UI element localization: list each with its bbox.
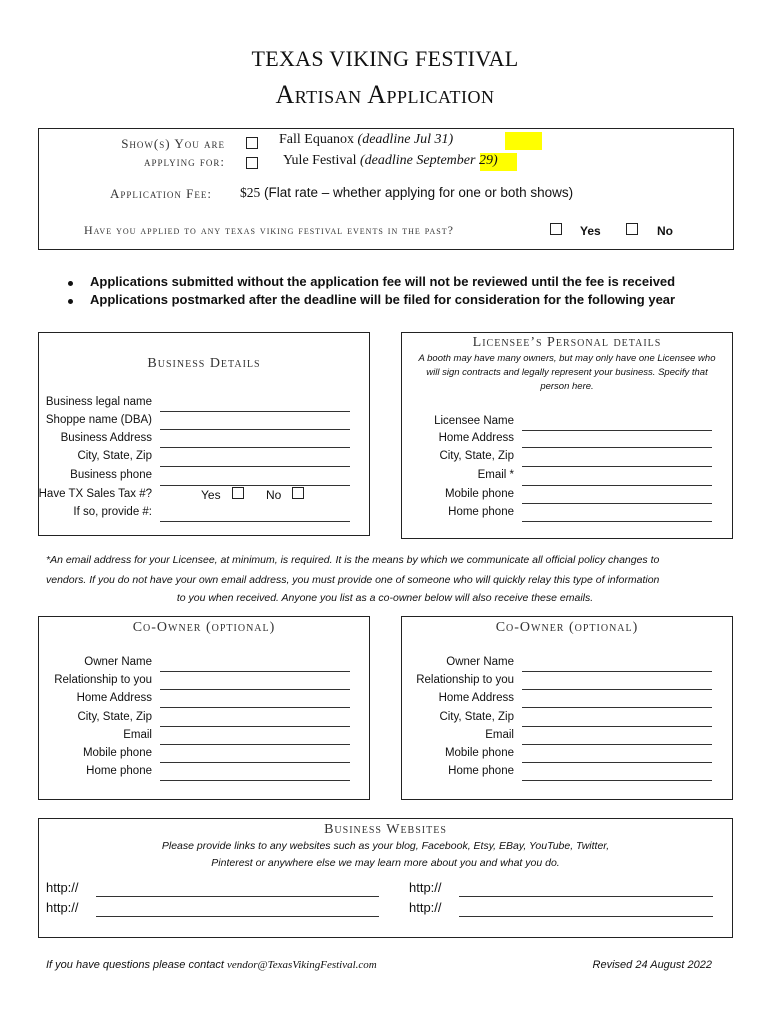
- page-subtitle: Artisan Application: [275, 80, 495, 109]
- business-city-field[interactable]: [160, 466, 350, 467]
- coowner-right-name-label: Owner Name: [446, 656, 514, 668]
- coowner-left-title: Co-Owner (optional): [132, 620, 276, 635]
- fee-label: Application Fee:: [110, 186, 212, 201]
- coowner-right-home-phone-field[interactable]: [522, 780, 712, 781]
- past-question: Have you applied to any texas viking festival events in the past?: [84, 223, 454, 237]
- tax-number-label: If so, provide #:: [73, 506, 152, 518]
- website-1-field[interactable]: [96, 896, 379, 897]
- licensee-city-field[interactable]: [522, 466, 712, 467]
- coowner-left-name-field[interactable]: [160, 671, 350, 672]
- licensee-address-field[interactable]: [522, 447, 712, 448]
- notice-1: Applications submitted without the application fee will not be reviewed until the fee is received: [90, 274, 676, 289]
- business-address-label: Business Address: [60, 432, 152, 444]
- sales-tax-no-label: No: [266, 488, 282, 502]
- coowner-left-email-field[interactable]: [160, 744, 350, 745]
- coowner-right-home-phone-label: Home phone: [448, 765, 514, 777]
- coowner-right-address-label: Home Address: [438, 692, 514, 704]
- shoppe-name-field[interactable]: [160, 429, 350, 430]
- bullet-icon: [68, 299, 73, 304]
- email-note-line-2: vendors. If you do not have your own email address, you must provide one of someone who will quickly relay this type of information: [46, 574, 660, 586]
- licensee-address-label: Home Address: [438, 432, 514, 444]
- business-phone-label: Business phone: [70, 469, 152, 481]
- page-title: TEXAS VIKING FESTIVAL: [251, 46, 519, 71]
- websites-title: Business Websites: [324, 822, 447, 837]
- footer-contact-prefix: If you have questions please contact: [46, 959, 224, 971]
- sales-tax-yes-checkbox[interactable]: [232, 487, 244, 499]
- sales-tax-no-checkbox[interactable]: [292, 487, 304, 499]
- coowner-left-city-field[interactable]: [160, 726, 350, 727]
- coowner-left-relationship-label: Relationship to you: [54, 674, 152, 686]
- licensee-title: Licensee’s Personal details: [472, 335, 662, 350]
- shows-label-2: applying for:: [144, 154, 225, 169]
- coowner-right-mobile-label: Mobile phone: [444, 747, 514, 759]
- websites-note-1: Please provide links to any websites such as your blog, Facebook, Etsy, EBay, YouTube, Twitter,: [161, 840, 610, 852]
- licensee-email-field[interactable]: [522, 485, 712, 486]
- website-4-field[interactable]: [459, 916, 713, 917]
- coowner-right-address-field[interactable]: [522, 707, 712, 708]
- website-3-prefix: http://: [409, 880, 442, 895]
- past-yes-label: Yes: [580, 224, 601, 238]
- business-address-field[interactable]: [160, 447, 350, 448]
- coowner-left-email-label: Email: [123, 729, 152, 741]
- licensee-note: A booth may have many owners, but may only have one Licensee who will sign contracts and legally represent your business. Specify that person here.: [418, 353, 716, 392]
- business-legal-name-field[interactable]: [160, 411, 350, 412]
- licensee-home-phone-label: Home phone: [448, 506, 514, 518]
- coowner-right-relationship-label: Relationship to you: [416, 674, 514, 686]
- website-2-field[interactable]: [96, 916, 379, 917]
- tax-number-field[interactable]: [160, 521, 350, 522]
- website-4-prefix: http://: [409, 900, 442, 915]
- bullet-icon: [68, 281, 73, 286]
- email-note-line-1: *An email address for your Licensee, at minimum, is required. It is the means by which we communicate all official policy changes to: [46, 554, 660, 566]
- business-city-label: City, State, Zip: [77, 450, 152, 462]
- websites-note-2: Pinterest or anywhere else we may learn more about you and what you do.: [211, 857, 560, 869]
- coowner-left-mobile-field[interactable]: [160, 762, 350, 763]
- website-1-prefix: http://: [46, 880, 79, 895]
- fee-value: $25: [240, 185, 261, 200]
- deadline-highlight: [505, 132, 542, 150]
- licensee-mobile-label: Mobile phone: [444, 488, 514, 500]
- fee-note: (Flat rate – whether applying for one or both shows): [264, 185, 574, 200]
- coowner-left-home-phone-field[interactable]: [160, 780, 350, 781]
- fall-show-name: Fall Equanox: [279, 132, 355, 147]
- coowner-left-city-label: City, State, Zip: [77, 711, 152, 723]
- coowner-left-name-label: Owner Name: [84, 656, 152, 668]
- shoppe-name-label: Shoppe name (DBA): [45, 414, 152, 426]
- footer-contact: [46, 959, 377, 971]
- footer-revised: Revised 24 August 2022: [592, 959, 712, 971]
- yule-show: [283, 153, 498, 169]
- fee-text: [240, 185, 573, 201]
- website-3-field[interactable]: [459, 896, 713, 897]
- business-phone-field[interactable]: [160, 485, 350, 486]
- sales-tax-label: Have TX Sales Tax #?: [38, 488, 152, 500]
- yule-show-deadline: (deadline September 29): [360, 153, 498, 168]
- email-note-line-3: to you when received. Anyone you list as a co-owner below will also receive these emails.: [176, 592, 594, 604]
- coowner-right-title: Co-Owner (optional): [495, 620, 639, 635]
- past-no-label: No: [657, 224, 673, 238]
- coowner-right-email-label: Email: [485, 729, 514, 741]
- coowner-right-mobile-field[interactable]: [522, 762, 712, 763]
- yule-checkbox[interactable]: [246, 157, 258, 169]
- coowner-right-city-field[interactable]: [522, 726, 712, 727]
- coowner-right-email-field[interactable]: [522, 744, 712, 745]
- website-2-prefix: http://: [46, 900, 79, 915]
- notice-2: Applications postmarked after the deadline will be filed for consideration for the following year: [90, 292, 676, 307]
- business-details-title: Business Details: [147, 356, 261, 371]
- coowner-left-home-phone-label: Home phone: [86, 765, 152, 777]
- licensee-name-field[interactable]: [522, 430, 712, 431]
- fall-show-deadline: (deadline Jul 31): [357, 132, 454, 147]
- licensee-name-label: Licensee Name: [434, 415, 514, 427]
- fall-checkbox[interactable]: [246, 137, 258, 149]
- shows-label-1: Show(s) You are: [121, 136, 225, 151]
- footer-contact-email[interactable]: vendor@TexasVikingFestival.com: [227, 959, 377, 971]
- coowner-left-address-label: Home Address: [76, 692, 152, 704]
- coowner-left-relationship-field[interactable]: [160, 689, 350, 690]
- licensee-mobile-field[interactable]: [522, 503, 712, 504]
- licensee-city-label: City, State, Zip: [439, 450, 514, 462]
- past-no-checkbox[interactable]: [626, 223, 638, 235]
- coowner-right-name-field[interactable]: [522, 671, 712, 672]
- sales-tax-yes-label: Yes: [201, 488, 221, 502]
- coowner-left-mobile-label: Mobile phone: [82, 747, 152, 759]
- yule-show-name: Yule Festival: [283, 153, 357, 168]
- past-yes-checkbox[interactable]: [550, 223, 562, 235]
- licensee-email-label: Email *: [477, 469, 514, 481]
- licensee-home-phone-field[interactable]: [522, 521, 712, 522]
- fall-show: [279, 132, 453, 148]
- coowner-left-address-field[interactable]: [160, 707, 350, 708]
- business-legal-name-label: Business legal name: [45, 396, 152, 408]
- coowner-right-relationship-field[interactable]: [522, 689, 712, 690]
- coowner-right-city-label: City, State, Zip: [439, 711, 514, 723]
